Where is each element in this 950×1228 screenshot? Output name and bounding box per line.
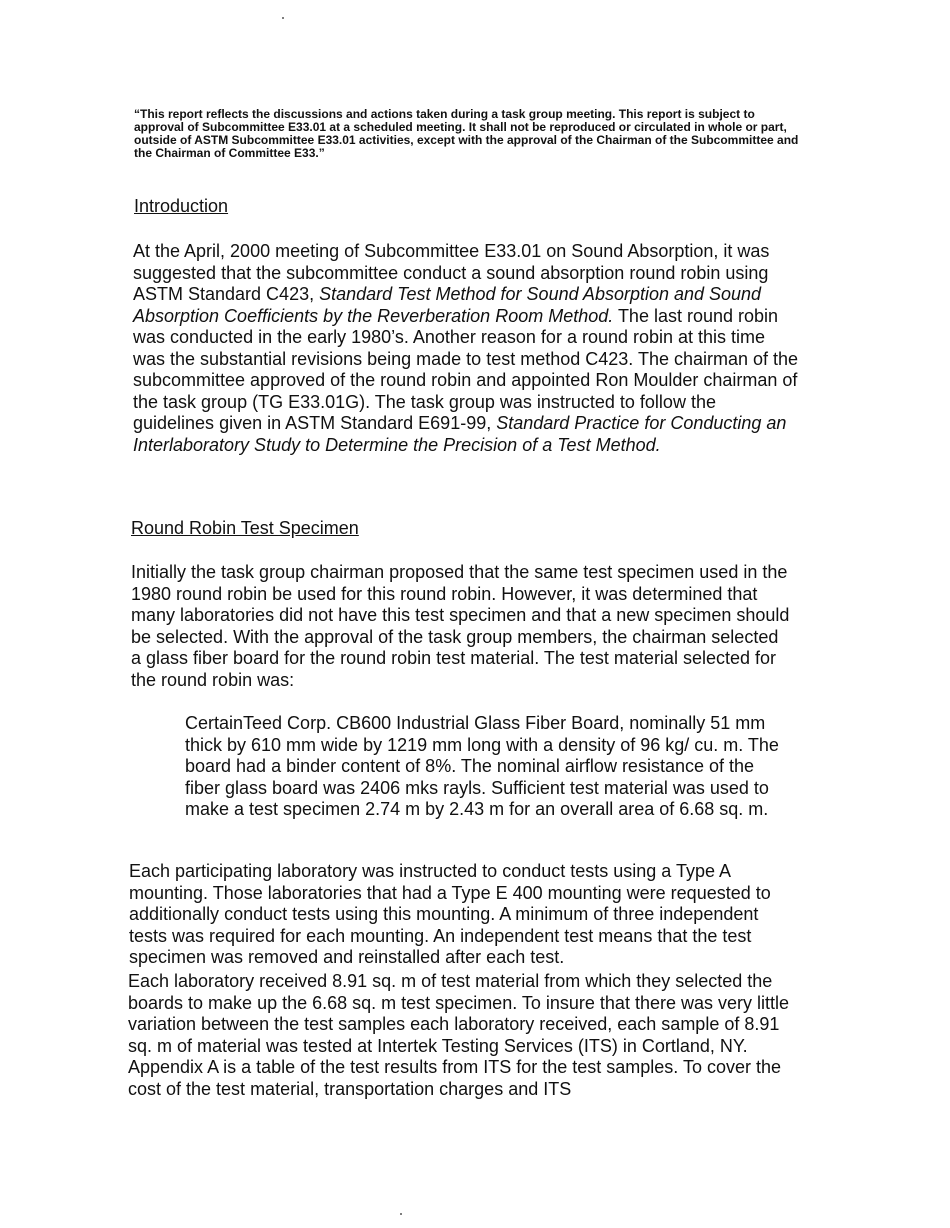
- specimen-paragraph-1: Initially the task group chairman proposed that the same test specimen used in the 1980 round robin be used for this round robin. However, it was determined that many laboratories did not have this test specimen and that a new specimen should be selected. With the approval of the task group members, the chairman selected a glass fiber board for the round robin test material. The test material selected for the round robin was:: [131, 562, 790, 690]
- specimen-paragraph-3: Each laboratory received 8.91 sq. m of test material from which they selected the boards to make up the 6.68 sq. m test specimen. To insure that there was very little variation between the test samples each laboratory received, each sample of 8.91 sq. m of material was tested at Intertek Testing Services (ITS) in Cortland, NY. Appendix A is a table of the test results from ITS for the test samples. To cover the cost of the test material, transportation charges and ITS: [128, 971, 789, 1099]
- scan-speck: [282, 17, 284, 19]
- standard-title-e691: Standard Practice for Conducting an Interlaboratory Study to Determine the Precision of a Test Method.: [133, 413, 787, 455]
- specimen-paragraph-2: Each participating laboratory was instructed to conduct tests using a Type A mounting. Those laboratories that had a Type E 400 mounting were requested to additionally conduct tests using this mounting. A minimum of three independent tests was required for each mounting. An independent test means that the test specimen was removed and reinstalled after each test.: [129, 861, 771, 967]
- standard-title-c423: Standard Test Method for Sound Absorption and Sound Absorption Coefficients by the Reverberation Room Method.: [133, 284, 762, 326]
- heading-round-robin-specimen: Round Robin Test Specimen: [131, 518, 359, 538]
- introduction-paragraph: At the April, 2000 meeting of Subcommittee E33.01 on Sound Absorption, it was suggested that the subcommittee conduct a sound absorption round robin using ASTM Standard C423, Standard Test Method for Sound Absorption and Sound Absorption Coefficients by the Reverberation Room Method. The last round robin was conducted in the early 1980’s. Another reason for a round robin at this time was the substantial revisions being made to test method C423. The chairman of the subcommittee approved of the round robin and appointed Ron Moulder chairman of the task group (TG E33.01G). The task group was instructed to follow the guidelines given in ASTM Standard E691-99, Standard Practice for Conducting an Interlaboratory Study to Determine the Precision of a Test Method.: [133, 241, 799, 455]
- disclaimer-notice: “This report reflects the discussions and actions taken during a task group meeting. This report is subject to approval of Subcommittee E33.01 at a scheduled meeting. It shall not be reproduced or circulated in whole or part, outside of ASTM Subcommittee E33.01 activities, except with the approval of the Chairman of the Subcommittee and the Chairman of Committee E33.”: [134, 107, 799, 160]
- scan-speck: [400, 1213, 402, 1215]
- specimen-description-quote: CertainTeed Corp. CB600 Industrial Glass Fiber Board, nominally 51 mm thick by 610 mm wide by 1219 mm long with a density of 96 kg/ cu. m. The board had a binder content of 8%. The nominal airflow resistance of the fiber glass board was 2406 mks rayls. Sufficient test material was used to make a test specimen 2.74 m by 2.43 m for an overall area of 6.68 sq. m.: [185, 713, 779, 819]
- heading-introduction: Introduction: [134, 196, 229, 216]
